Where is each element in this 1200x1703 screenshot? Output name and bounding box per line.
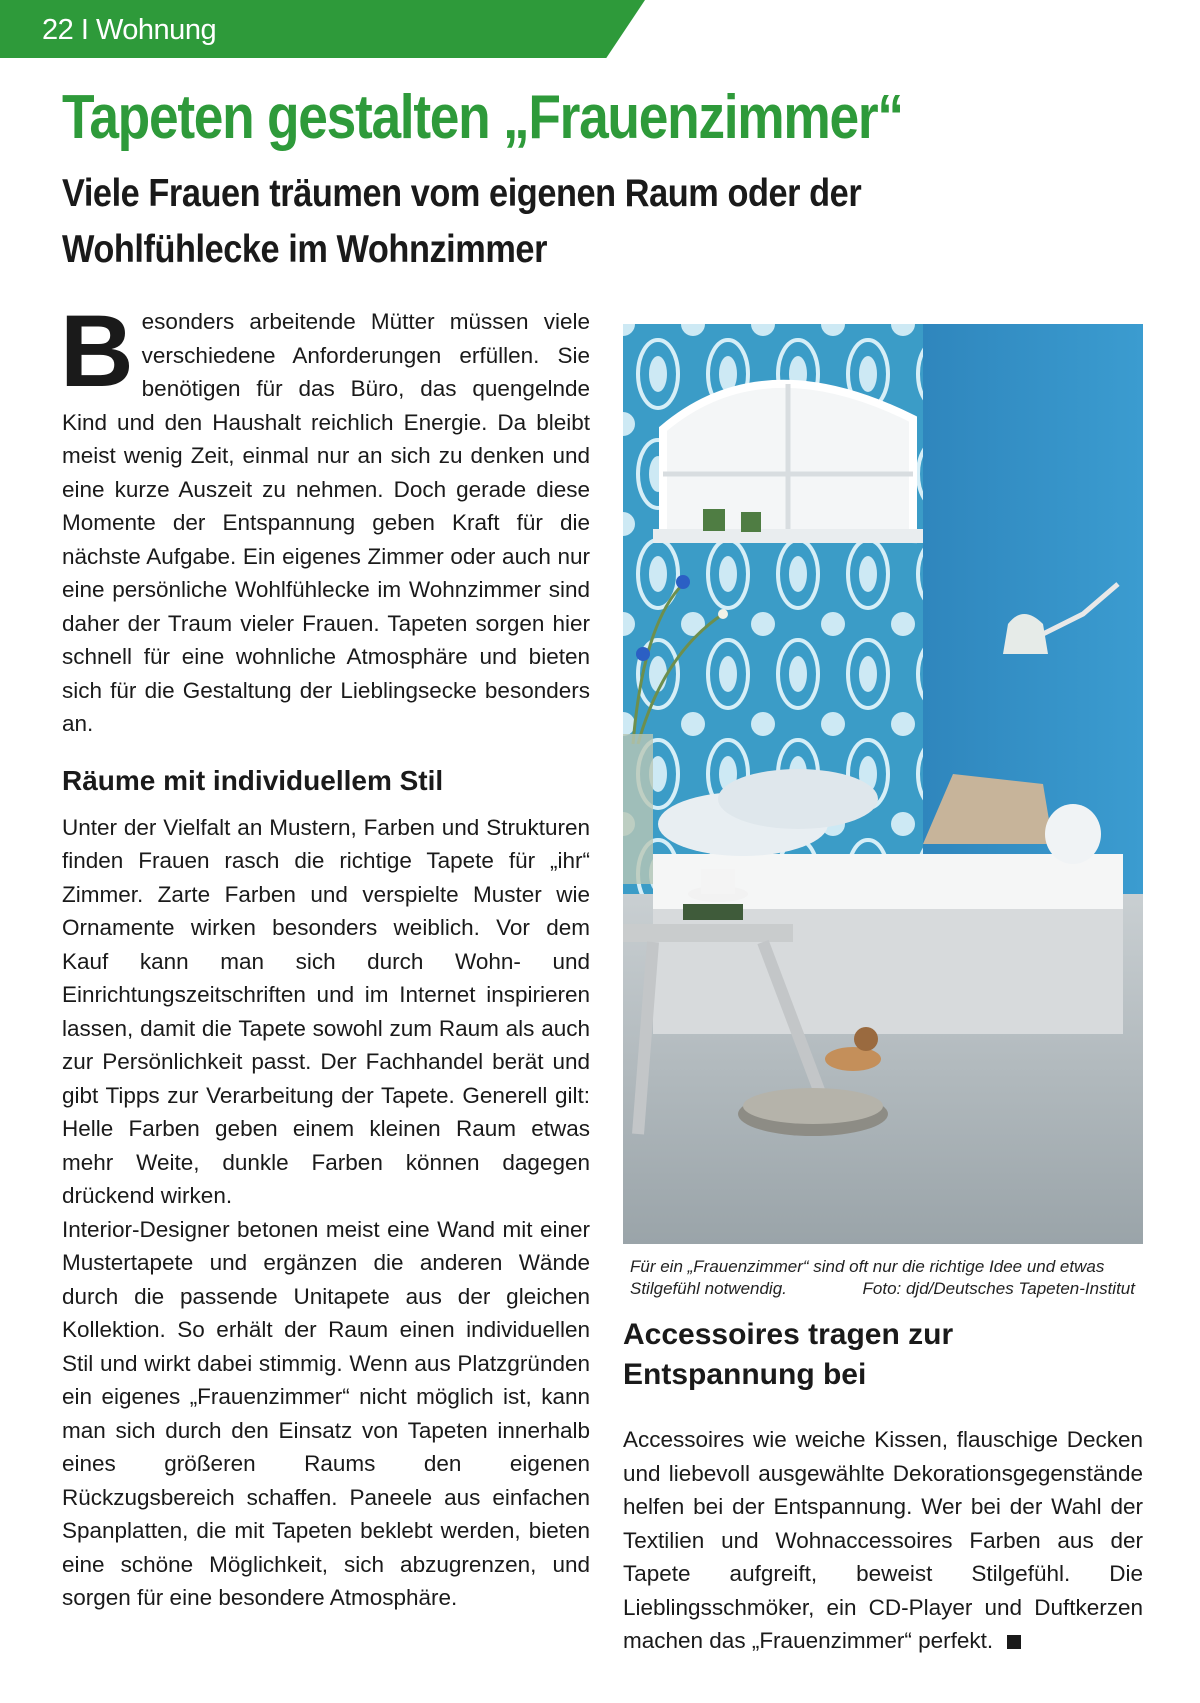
section-heading-style: Räume mit individuellem Stil	[62, 764, 444, 796]
body-paragraph	[623, 1423, 1143, 1658]
intro-paragraph	[60, 294, 590, 741]
article-subtitle: Viele Frauen träumen vom eigenen Raum oder der Wohlfühlecke im Wohnzimmer	[62, 172, 862, 271]
window	[653, 384, 923, 543]
right-column	[623, 1315, 1143, 1658]
room-photo	[623, 324, 1143, 1244]
drop-cap: B	[60, 294, 134, 408]
accessories-text: Accessoires wie weiche Kissen, flauschige Decken und liebevoll ausgewählte Dekorationsgegenstände helfen bei der Entspannung. Wer bei der Wahl der Textilien und Wohnaccessoires Farben aus der Tapete aufgreift, beweist Stilgefühl. Die Lieblingsschmöker, ein CD-Player und Duftkerzen machen das „Frauenzimmer“ perfekt.	[623, 1427, 1143, 1653]
article-title: Tapeten gestalten „Frauenzimmer“	[62, 83, 903, 152]
left-column	[60, 294, 590, 1615]
body-paragraph: Interior-Designer betonen meist eine Wand mit einer Mustertapete und ergänzen die anderen Wände durch die passende Unitapete aus der gleichen Kollektion. So erhält der Raum einen individuellen Stil und wirkt dabei stimmig. Wenn aus Platzgründen ein eigenes „Frauenzimmer“ nicht möglich ist, kann man sich durch den Einsatz von Tapeten innerhalb eines größeren Raums den eigenen Rückzugsbereich schaffen. Paneele aus einfachen Spanplatten, die mit Tapeten beklebt werden, bieten eine schöne Möglichkeit, sich abzugrenzen, und sorgen für eine besondere Atmosphäre.	[62, 1216, 590, 1610]
photo-caption	[630, 1256, 1135, 1300]
section-heading-accessories: Accessoires tragen zur Entspannung bei	[623, 1318, 954, 1391]
page-number: 22	[42, 14, 74, 46]
header-separator: I	[80, 14, 89, 46]
body-paragraph: Unter der Vielfalt an Mustern, Farben und Strukturen finden Frauen rasch die richtige Tapete für „ihr“ Zimmer. Zarte Farben und verspielte Muster wie Ornamente wirken besonders weiblich. Vor dem Kauf kann man sich durch Wohn- und Einrichtungszeitschriften und im Internet inspirieren lassen, damit die Tapete sowohl zum Raum als auch zur Persönlichkeit passt. Der Fachhandel berät und gibt Tipps zur Verarbeitung der Tapete. Generell gilt: Helle Farben geben einem kleinen Raum etwas mehr Weite, dunkle Farben können dagegen drückend wirken.	[62, 814, 590, 1208]
end-mark-icon	[1007, 1635, 1021, 1649]
photo-credit: Foto: djd/Deutsches Tapeten-Institut	[862, 1279, 1135, 1298]
section-name: Wohnung	[95, 14, 217, 46]
page-header	[42, 14, 216, 47]
intro-text: esonders arbeitende Mütter müssen viele verschiedene Anforderungen erfüllen. Sie benötigen für das Büro, das quengelnde Kind und den Haushalt reichlich Energie. Da bleibt meist wenig Zeit, einmal nur an sich zu denken und eine kurze Auszeit zu nehmen. Doch gerade diese Momente der Entspannung geben Kraft für die nächste Aufgabe. Ein eigenes Zimmer oder auch nur eine persönliche Wohlfühlecke im Wohnzimmer sind daher der Traum vieler Frauen. Tapeten sorgen hier schnell für eine wohnliche Atmosphäre und bieten sich für die Gestaltung der Lieblingsecke besonders an.	[62, 309, 590, 736]
caption-text: Für ein „Frauenzimmer“ sind oft nur die richtige Idee und etwas Stilgefühl notwendig.	[630, 1257, 1105, 1298]
